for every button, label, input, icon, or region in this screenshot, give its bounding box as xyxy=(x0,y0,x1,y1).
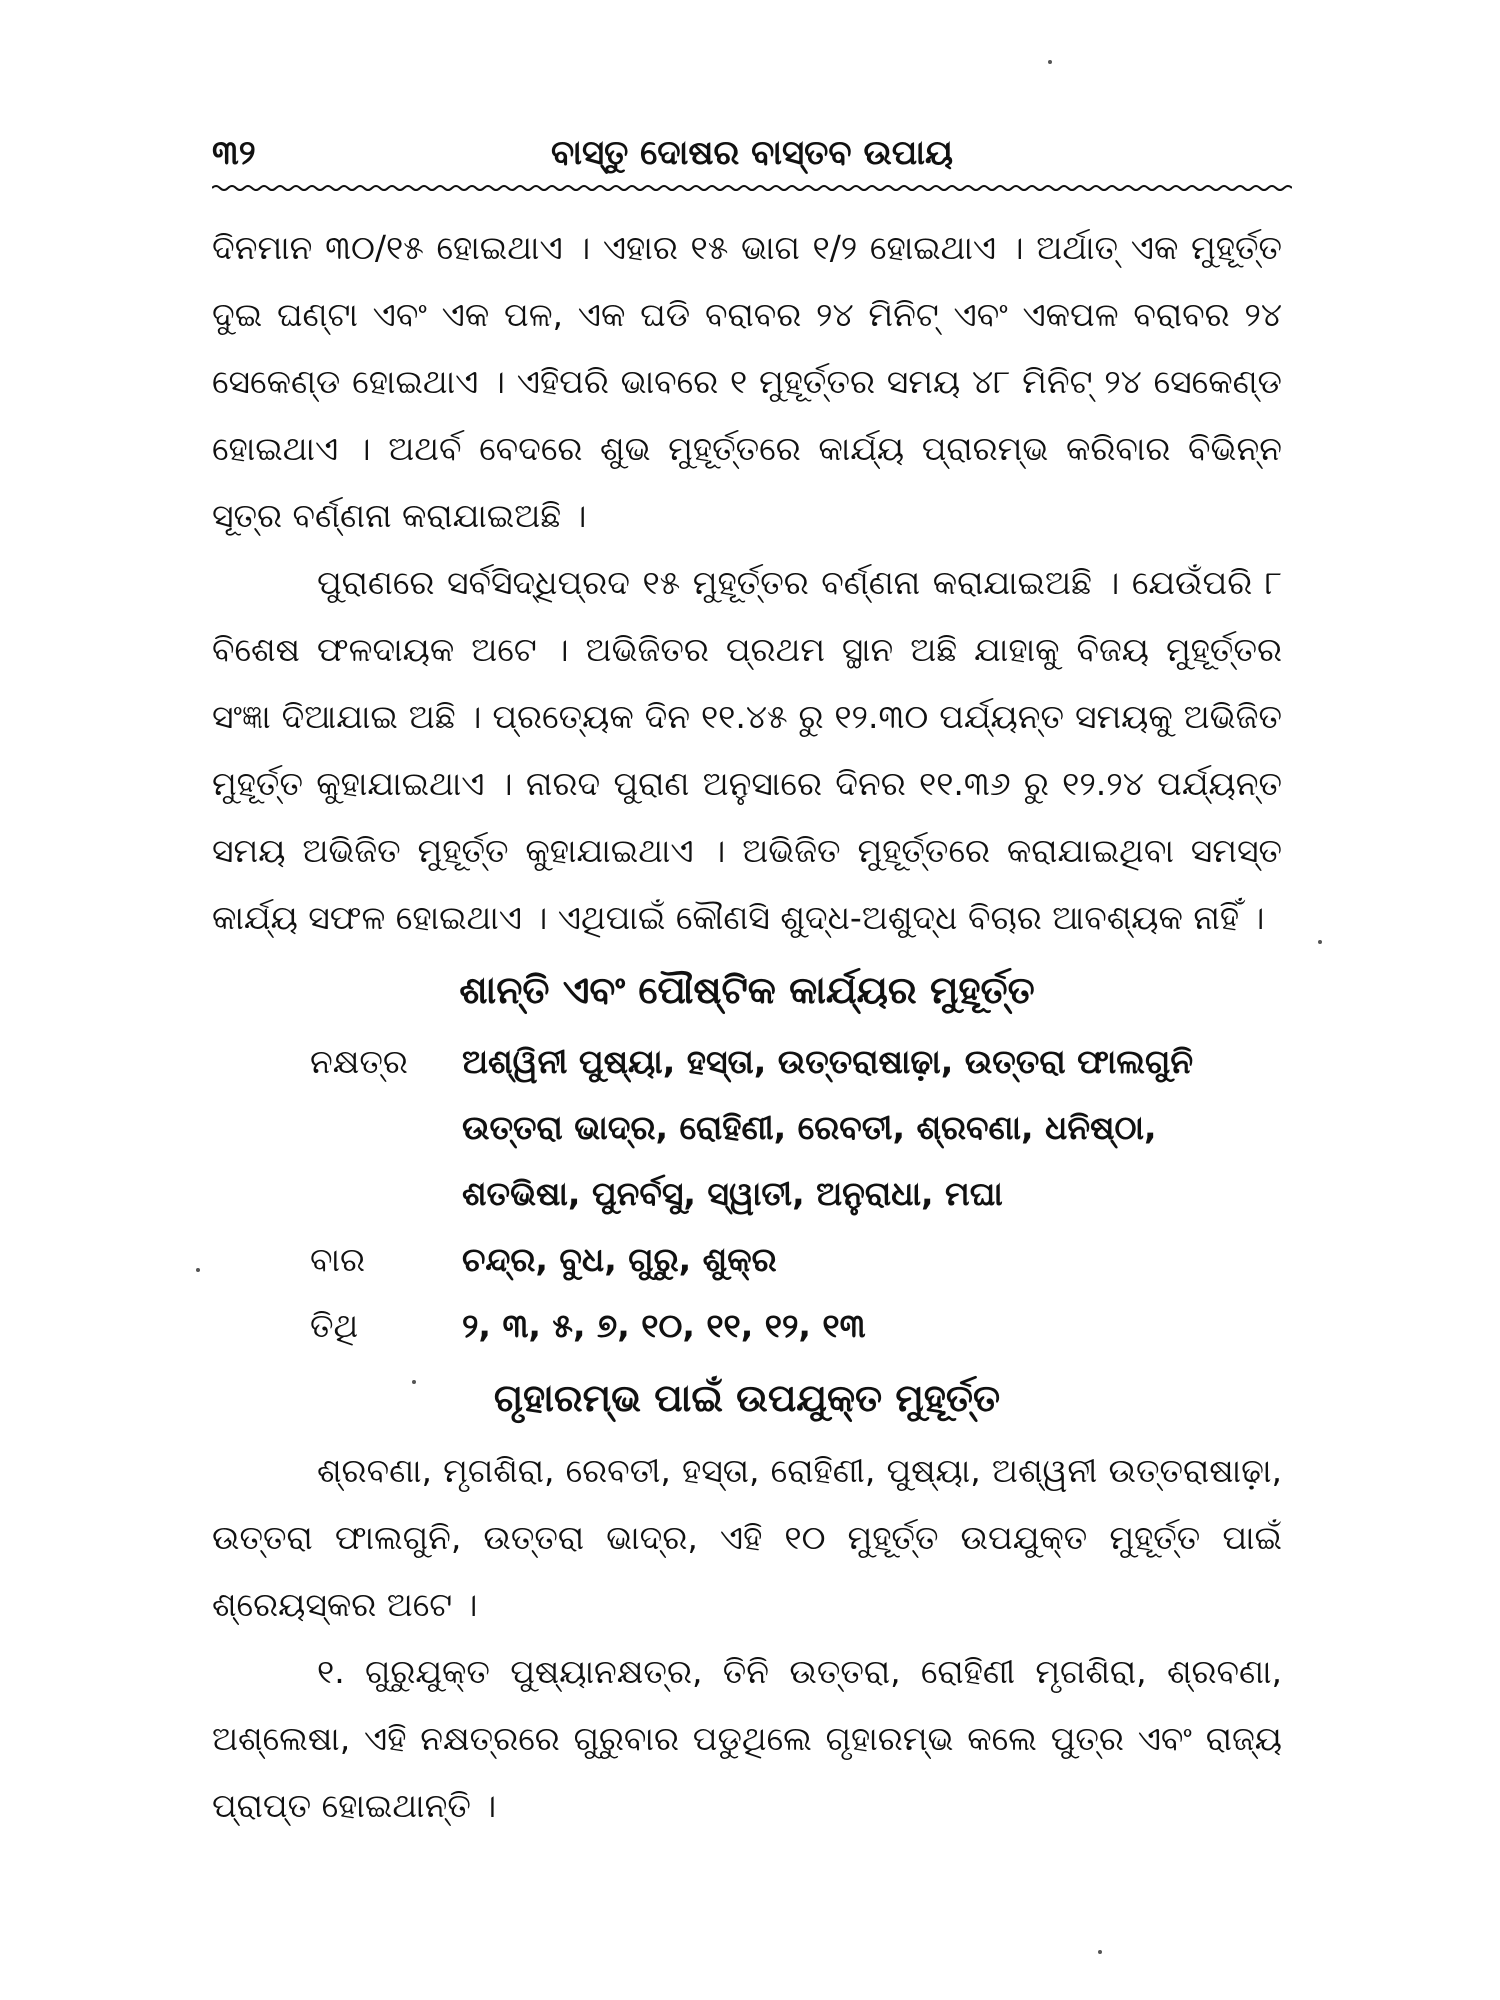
section-heading-shanti: ଶାନ୍ତି ଏବଂ ପୌଷ୍ଟିକ କାର୍ଯ୍ୟର ମୁହୂର୍ତ୍ତ xyxy=(459,968,1035,1012)
def-value xyxy=(462,1293,1202,1359)
print-speck xyxy=(1098,1950,1102,1954)
page-body xyxy=(212,214,1282,1839)
def-row-vara xyxy=(310,1227,1282,1293)
muhurta-definition-list xyxy=(310,1029,1282,1359)
print-speck xyxy=(412,1380,416,1384)
section-heading-griharambha: ଗୃହାରମ୍ଭ ପାଇଁ ଉପଯୁକ୍ତ ମୁହୂର୍ତ୍ତ xyxy=(493,1376,1001,1420)
print-speck xyxy=(196,1268,200,1272)
running-title: ବାସ୍ତୁ ଦୋଷର ବାସ୍ତବ ଉପାୟ xyxy=(551,133,953,173)
def-row-nakshatra xyxy=(310,1029,1282,1227)
numbered-item-1: ୧. ଗୁରୁଯୁକ୍ତ ପୁଷ୍ୟାନକ୍ଷତ୍ର, ତିନି ଉତ୍ତରା, ରୋହିଣୀ ମୃଗଶିରା, ଶ୍ରବଣା, ଅଶ୍ଲେଷା, ଏହି ନକ୍ଷତ୍ରରେ ଗୁରୁବାର ପଡୁଥିଲେ ଗୃହାରମ୍ଭ କଲେ ପୁତ୍ର ଏବଂ ରାଜ୍ୟ ପ୍ରାପ୍ତ ହୋଇଥାନ୍ତି । xyxy=(212,1652,1282,1825)
paragraph-1: ଦିନମାନ ୩୦/୧୫ ହୋଇଥାଏ । ଏହାର ୧୫ ଭାଗ ୧/୨ ହୋଇଥାଏ । ଅର୍ଥାତ୍ ଏକ ମୁହୂର୍ତ୍ତ ଦୁଇ ଘଣ୍ଟା ଏବଂ ଏକ ପଳ, ଏକ ଘଡି ବରାବର ୨୪ ମିନିଟ୍ ଏବଂ ଏକପଳ ବରାବର ୨୪ ସେକେଣ୍ଡ ହୋଇଥାଏ । ଏହିପରି ଭାବରେ ୧ ମୁହୂର୍ତ୍ତର ସମୟ ୪୮ ମିନିଟ୍ ୨୪ ସେକେଣ୍ଡ ହୋଇଥାଏ । ଅଥର୍ବ ବେଦରେ ଶୁଭ ମୁହୂର୍ତ୍ତରେ କାର୍ଯ୍ୟ ପ୍ରାରମ୍ଭ କରିବାର ବିଭିନ୍ନ ସୂତ୍ର ବର୍ଣ୍ଣନା କରାଯାଇଅଛି । xyxy=(212,228,1282,535)
page-number: ୩୨ xyxy=(212,133,256,173)
header-wavy-rule xyxy=(212,184,1292,192)
def-value-line: ଉତ୍ତରା ଭାଦ୍ର, ରୋହିଣୀ, ରେବତୀ, ଶ୍ରବଣା, ଧନିଷ୍ଠା, xyxy=(462,1108,1157,1147)
paragraph-griharambha: ଶ୍ରବଣା, ମୃଗଶିରା, ରେବତୀ, ହସ୍ତା, ରୋହିଣୀ, ପୁଷ୍ୟା, ଅଶ୍ୱନୀ ଉତ୍ତରାଷାଢ଼ା, ଉତ୍ତରା ଫାଲଗୁନି, ଉତ୍ତରା ଭାଦ୍ର, ଏହି ୧୦ ମୁହୂର୍ତ୍ତ ଉପଯୁକ୍ତ ମୁହୂର୍ତ୍ତ ପାଇଁ ଶ୍ରେୟସ୍କର ଅଟେ । xyxy=(212,1451,1282,1624)
def-label: ନକ୍ଷତ୍ର xyxy=(310,1042,408,1081)
def-row-tithi xyxy=(310,1293,1282,1359)
def-value-line: ୨, ୩, ୫, ୭, ୧୦, ୧୧, ୧୨, ୧୩ xyxy=(462,1306,866,1345)
def-value xyxy=(462,1227,1202,1293)
def-label: ବାର xyxy=(310,1240,366,1279)
def-value xyxy=(462,1029,1202,1227)
def-value-line: ଶତଭିଷା, ପୁନର୍ବସୁ, ସ୍ୱାତୀ, ଅନୁରାଧା, ମଘା xyxy=(462,1174,1003,1213)
page-header xyxy=(212,128,1292,178)
def-value-line: ଅଶ୍ୱିନୀ ପୁଷ୍ୟା, ହସ୍ତା, ଉତ୍ତରାଷାଢ଼ା, ଉତ୍ତରା ଫାଲଗୁନି xyxy=(462,1042,1194,1081)
paragraph-2: ପୁରାଣରେ ସର୍ବସିଦ୍ଧିପ୍ରଦ ୧୫ ମୁହୂର୍ତ୍ତର ବର୍ଣ୍ଣନା କରାଯାଇଅଛି । ଯେଉଁପରି ୮ ବିଶେଷ ଫଳଦାୟକ ଅଟେ । ଅଭିଜିତର ପ୍ରଥମ ସ୍ଥାନ ଅଛି ଯାହାକୁ ବିଜୟ ମୁହୂର୍ତ୍ତର ସଂଜ୍ଞା ଦିଆଯାଇ ଅଛି । ପ୍ରତ୍ୟେକ ଦିନ ୧୧.୪୫ ରୁ ୧୨.୩୦ ପର୍ଯ୍ୟନ୍ତ ସମୟକୁ ଅଭିଜିତ ମୁହୂର୍ତ୍ତ କୁହାଯାଇଥାଏ । ନାରଦ ପୁରାଣ ଅନୁସାରେ ଦିନର ୧୧.୩୬ ରୁ ୧୨.୨୪ ପର୍ଯ୍ୟନ୍ତ ସମୟ ଅଭିଜିତ ମୁହୂର୍ତ୍ତ କୁହାଯାଇଥାଏ । ଅଭିଜିତ ମୁହୂର୍ତ୍ତରେ କରାଯାଇଥିବା ସମସ୍ତ କାର୍ଯ୍ୟ ସଫଳ ହୋଇଥାଏ । ଏଥିପାଇଁ କୌଣସି ଶୁଦ୍ଧ-ଅଶୁଦ୍ଧ ବିଚାର ଆବଶ୍ୟକ ନାହିଁ । xyxy=(212,563,1282,937)
print-speck xyxy=(1048,60,1052,64)
def-label: ତିଥି xyxy=(310,1306,359,1345)
def-value-line: ଚନ୍ଦ୍ର, ବୁଧ, ଗୁରୁ, ଶୁକ୍ର xyxy=(462,1240,777,1279)
print-speck xyxy=(1318,940,1322,944)
